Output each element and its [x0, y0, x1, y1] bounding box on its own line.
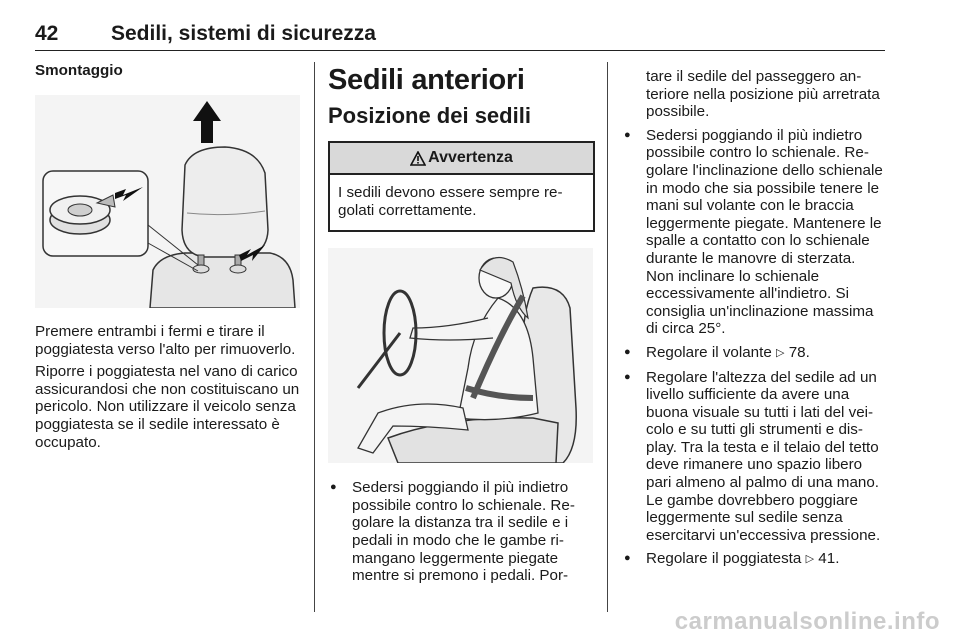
- headrest-removal-illustration: [35, 95, 300, 308]
- warning-box: [328, 141, 595, 232]
- list-item: ● Regolare l'altezza del sedile ad un livello sufficiente da avere una buona visuale su tutti i lati del veicolo e su tutti gli strumenti e display. Tra la testa e il telaio del tetto deve rimanere uno spazio libero pari almeno al palmo di una mano. Le gambe dovrebbero poggiare leggermente sul sedile senza esercitarvi un'eccessiva pressione.: [622, 369, 887, 545]
- paragraph-remove: Premere entrambi i fermi e tirare il poggiatesta verso l'alto per rimuoverlo.: [35, 323, 296, 358]
- warning-text: I sedili devono essere sempre regolati correttamente.: [338, 184, 563, 219]
- page-header: [35, 22, 376, 46]
- column-left: [35, 62, 300, 456]
- driver-seat-illustration: [328, 248, 593, 463]
- list-item: [622, 344, 887, 363]
- column-divider: [314, 62, 315, 612]
- subheading-seat-position: Posizione dei sedili: [328, 103, 531, 128]
- heading-front-seats: Sedili anteriori: [328, 64, 525, 96]
- column-right: [622, 68, 887, 575]
- bullet-list-middle: [328, 479, 593, 585]
- watermark: carmanualsonline.info: [674, 608, 940, 635]
- arrow-ref-icon: ▷: [776, 346, 785, 359]
- page-reference[interactable]: 78.: [788, 343, 810, 361]
- list-item: [622, 550, 887, 569]
- bullet-text: Regolare il poggiatesta: [646, 550, 802, 568]
- column-divider: [607, 62, 608, 612]
- warning-title: Avvertenza: [428, 149, 513, 166]
- section-title: Sedili, sistemi di sicurezza: [111, 22, 376, 45]
- warning-header: [330, 143, 593, 175]
- column-middle: [328, 62, 593, 591]
- continued-text: tare il sedile del passeggero anteriore nella posizione più arretrata possibile.: [646, 68, 880, 121]
- list-item: ● Sedersi poggiando il più indietro possibile contro lo schienale. Regolare la distanza tra il sedile e i pedali in modo che le gambe rimangano leggermente piegate mentre si premono i pedali. Por-: [328, 479, 593, 585]
- subheading-smontaggio: Smontaggio: [35, 62, 123, 79]
- page-number: 42: [35, 22, 59, 45]
- header-rule: [35, 50, 885, 51]
- list-item: ● Sedersi poggiando il più indietro possibile contro lo schienale. Regolare l'inclinazione dello schienale in modo che sia possibile tenere le mani sul volante con le braccia leggermente piegate. Mantenere le spalle a contatto con lo schienale durante le manovre di sterzata. Non inclinare lo schienale eccessivamente all'indietro. Si consiglia un'inclinazione massima di circa 25°.: [622, 127, 887, 338]
- arrow-ref-icon: ▷: [805, 553, 815, 566]
- bullet-list-right: [622, 127, 887, 569]
- warning-triangle-icon: [410, 151, 426, 166]
- paragraph-store: Riporre i poggiatesta nel vano di carico assicurandosi che non costituiscano un pericolo. Non utilizzare il veicolo senza poggiatesta se il sedile interessato è occupato.: [35, 363, 300, 451]
- page-reference[interactable]: 41.: [818, 550, 840, 568]
- bullet-text: Regolare il volante: [646, 343, 772, 361]
